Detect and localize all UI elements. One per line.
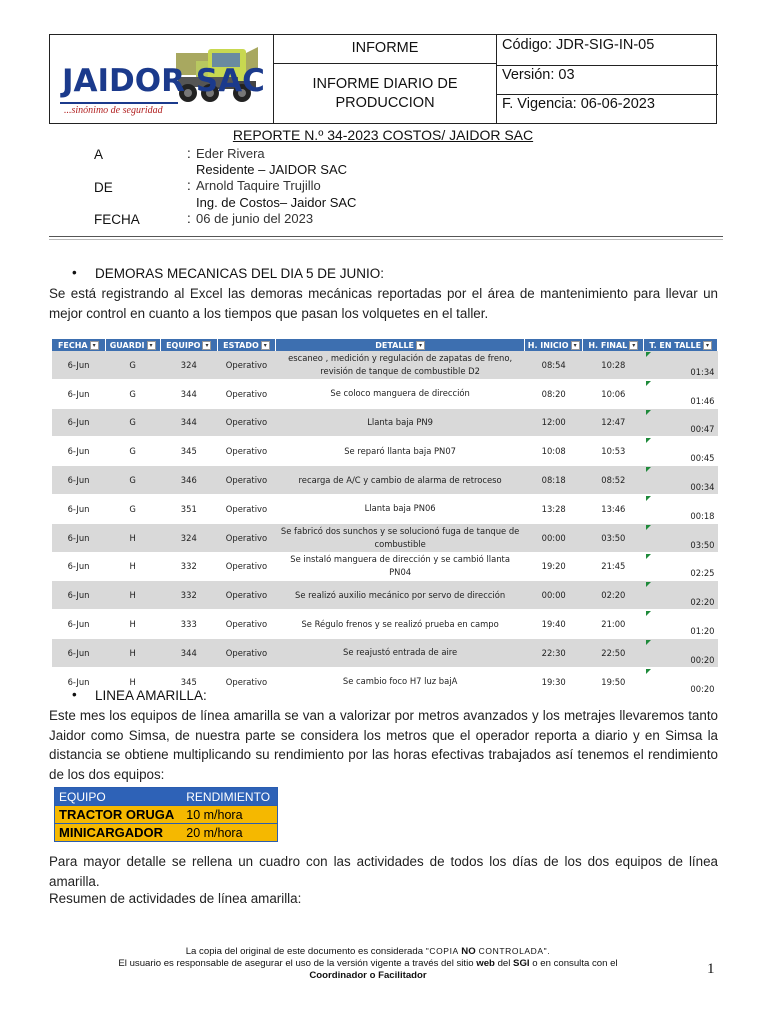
workshop-time-cell: 01:46 [644, 379, 718, 408]
start-time-cell: 08:54 [525, 351, 583, 379]
equipment-cell: 332 [160, 581, 217, 610]
section1-heading: DEMORAS MECANICAS DEL DIA 5 DE JUNIO: [95, 266, 385, 281]
column-header[interactable]: EQUIPO ▾ [160, 339, 217, 351]
start-time-cell: 00:00 [525, 523, 583, 552]
date-label: FECHA [94, 212, 140, 227]
shift-cell: G [105, 379, 160, 408]
equipment-cell: 344 [160, 379, 217, 408]
company-slogan: ...sinónimo de seguridad [64, 105, 163, 116]
end-time-cell: 10:06 [583, 379, 644, 408]
detail-cell: Se Régulo frenos y se realizó prueba en campo [276, 610, 525, 639]
performance-cell: 10 m/hora [182, 806, 277, 824]
performance-table [54, 787, 278, 842]
document-header [49, 34, 717, 124]
table-row [52, 494, 718, 523]
end-time-cell: 03:50 [583, 523, 644, 552]
column-header[interactable]: FECHA ▾ [52, 339, 105, 351]
status-cell: Operativo [217, 581, 275, 610]
shift-cell: G [105, 351, 160, 379]
workshop-time-cell: 01:34 [644, 351, 718, 379]
filter-icon[interactable]: ▾ [261, 341, 270, 350]
detail-cell: Llanta baja PN06 [276, 494, 525, 523]
start-time-cell: 10:08 [525, 437, 583, 466]
date-colon: : [187, 211, 191, 226]
column-header[interactable]: T. EN TALLE ▾ [644, 339, 718, 351]
start-time-cell: 12:00 [525, 408, 583, 437]
bullet-icon: • [72, 265, 77, 280]
separator [49, 239, 723, 240]
table-row [52, 437, 718, 466]
shift-cell: H [105, 667, 160, 696]
end-time-cell: 08:52 [583, 466, 644, 495]
section1-paragraph: Se está registrando al Excel las demoras mecánicas reportadas por el área de mantenimiento para llevar un mejor control en cuanto a los tiempos que pasan los volquetes en el taller. [49, 286, 718, 321]
performance-cell: 20 m/hora [182, 824, 277, 842]
shift-cell: G [105, 437, 160, 466]
equipment-cell: 344 [160, 638, 217, 667]
equipment-cell: 345 [160, 667, 217, 696]
table-header-row [55, 788, 278, 806]
date-value: 06 de junio del 2023 [196, 211, 314, 226]
header-divider [273, 63, 496, 64]
section2-paragraph3: Resumen de actividades de línea amarilla: [49, 891, 302, 906]
shift-cell: G [105, 466, 160, 495]
table-row [55, 824, 278, 842]
status-cell: Operativo [217, 379, 275, 408]
start-time-cell: 19:40 [525, 610, 583, 639]
start-time-cell: 22:30 [525, 638, 583, 667]
end-time-cell: 21:45 [583, 552, 644, 581]
detail-cell: Se coloco manguera de dirección [276, 379, 525, 408]
from-name: Arnold Taquire Trujillo [196, 178, 321, 193]
workshop-time-cell: 02:25 [644, 552, 718, 581]
header-divider [496, 94, 718, 95]
start-time-cell: 08:18 [525, 466, 583, 495]
doc-title: INFORME DIARIO DE PRODUCCION [312, 76, 458, 111]
detail-cell: recarga de A/C y cambio de alarma de retroceso [276, 466, 525, 495]
end-time-cell: 13:46 [583, 494, 644, 523]
date-cell: 6-Jun [52, 494, 105, 523]
delays-table-body [52, 351, 718, 696]
end-time-cell: 22:50 [583, 638, 644, 667]
status-cell: Operativo [217, 494, 275, 523]
doc-version: Versión: 03 [502, 67, 575, 83]
filter-icon[interactable]: ▾ [629, 341, 638, 350]
status-cell: Operativo [217, 610, 275, 639]
end-time-cell: 21:00 [583, 610, 644, 639]
column-header: RENDIMIENTO [182, 788, 277, 806]
equipment-cell: MINICARGADOR [55, 824, 183, 842]
filter-icon[interactable]: ▾ [147, 341, 156, 350]
date-cell: 6-Jun [52, 351, 105, 379]
start-time-cell: 00:00 [525, 581, 583, 610]
to-colon: : [187, 146, 191, 161]
section2-heading: LINEA AMARILLA: [95, 688, 207, 703]
filter-icon[interactable]: ▾ [202, 341, 211, 350]
end-time-cell: 02:20 [583, 581, 644, 610]
detail-cell: Se cambio foco H7 luz bajA [276, 667, 525, 696]
detail-cell: Se instaló manguera de dirección y se cambió llanta PN04 [276, 552, 525, 581]
workshop-time-cell: 00:45 [644, 437, 718, 466]
end-time-cell: 10:28 [583, 351, 644, 379]
status-cell: Operativo [217, 638, 275, 667]
report-title: REPORTE N.º 34-2023 COSTOS/ JAIDOR SAC [232, 127, 534, 143]
from-label: DE [94, 180, 113, 195]
detail-cell: Se reparó llanta baja PN07 [276, 437, 525, 466]
shift-cell: G [105, 494, 160, 523]
equipment-cell: 351 [160, 494, 217, 523]
date-cell: 6-Jun [52, 610, 105, 639]
section2-paragraph2: Para mayor detalle se rellena un cuadro con las actividades de todos los días de los dos equipos de línea amarilla. [49, 854, 718, 889]
equipment-cell: 324 [160, 523, 217, 552]
status-cell: Operativo [217, 437, 275, 466]
workshop-time-cell: 00:20 [644, 667, 718, 696]
start-time-cell: 13:28 [525, 494, 583, 523]
status-cell: Operativo [217, 466, 275, 495]
start-time-cell: 08:20 [525, 379, 583, 408]
column-header: EQUIPO [55, 788, 183, 806]
workshop-time-cell: 01:20 [644, 610, 718, 639]
date-cell: 6-Jun [52, 667, 105, 696]
date-cell: 6-Jun [52, 523, 105, 552]
status-cell: Operativo [217, 408, 275, 437]
doc-code: Código: JDR-SIG-IN-05 [502, 37, 655, 53]
footer-line3: Coordinador o Facilitador [309, 970, 427, 981]
workshop-time-cell: 03:50 [644, 523, 718, 552]
table-row [52, 466, 718, 495]
shift-cell: H [105, 552, 160, 581]
column-header[interactable]: ESTADO ▾ [217, 339, 275, 351]
table-header-row [52, 339, 718, 351]
shift-cell: H [105, 523, 160, 552]
workshop-time-cell: 00:47 [644, 408, 718, 437]
shift-cell: G [105, 408, 160, 437]
status-cell: Operativo [217, 552, 275, 581]
equipment-cell: TRACTOR ORUGA [55, 806, 183, 824]
column-header[interactable]: H. INICIO ▾ [525, 339, 583, 351]
page-number: 1 [707, 961, 715, 977]
doc-validity: F. Vigencia: 06-06-2023 [502, 96, 655, 112]
date-cell: 6-Jun [52, 466, 105, 495]
table-row [52, 351, 718, 379]
end-time-cell: 12:47 [583, 408, 644, 437]
detail-cell: escaneo , medición y regulación de zapatas de freno, revisión de tanque de combustible D2 [276, 351, 525, 379]
equipment-cell: 324 [160, 351, 217, 379]
equipment-cell: 344 [160, 408, 217, 437]
header-divider [496, 65, 718, 66]
workshop-time-cell: 02:20 [644, 581, 718, 610]
bullet-icon: • [72, 687, 77, 702]
workshop-time-cell: 00:34 [644, 466, 718, 495]
workshop-time-cell: 00:18 [644, 494, 718, 523]
shift-cell: H [105, 581, 160, 610]
table-row [52, 638, 718, 667]
column-header[interactable]: GUARDI ▾ [105, 339, 160, 351]
end-time-cell: 10:53 [583, 437, 644, 466]
shift-cell: H [105, 610, 160, 639]
doc-type: INFORME [351, 40, 419, 56]
column-header[interactable]: DETALLE ▾ [276, 339, 525, 351]
company-logo [58, 41, 268, 119]
detail-cell: Se fabricó dos sunchos y se solucionó fuga de tanque de combustible [276, 523, 525, 552]
to-role: Residente – JAIDOR SAC [196, 162, 348, 177]
date-cell: 6-Jun [52, 437, 105, 466]
company-name: JAIDOR SAC [62, 63, 265, 99]
date-cell: 6-Jun [52, 408, 105, 437]
detail-cell: Llanta baja PN9 [276, 408, 525, 437]
filter-icon[interactable]: ▾ [90, 341, 99, 350]
column-header[interactable]: H. FINAL ▾ [583, 339, 644, 351]
status-cell: Operativo [217, 523, 275, 552]
footer-line2: El usuario es responsable de asegurar el uso de la versión vigente a través del sitio web del SGI o en consulta con el [118, 958, 618, 969]
equipment-cell: 346 [160, 466, 217, 495]
table-row [52, 610, 718, 639]
table-row [52, 408, 718, 437]
table-row [52, 552, 718, 581]
date-cell: 6-Jun [52, 379, 105, 408]
table-row [52, 523, 718, 552]
equipment-cell: 345 [160, 437, 217, 466]
date-cell: 6-Jun [52, 552, 105, 581]
date-cell: 6-Jun [52, 581, 105, 610]
start-time-cell: 19:20 [525, 552, 583, 581]
filter-icon[interactable]: ▾ [703, 341, 712, 350]
to-name: Eder Rivera [196, 146, 265, 161]
to-label: A [94, 147, 104, 162]
header-divider [496, 35, 497, 123]
from-colon: : [187, 178, 191, 193]
detail-cell: Se reajustó entrada de aire [276, 638, 525, 667]
status-cell: Operativo [217, 351, 275, 379]
equipment-cell: 332 [160, 552, 217, 581]
equipment-cell: 333 [160, 610, 217, 639]
footer-line1: La copia del original de este documento es considerada "COPIA NO CONTROLADA". [185, 946, 551, 957]
date-cell: 6-Jun [52, 638, 105, 667]
detail-cell: Se realizó auxilio mecánico por servo de dirección [276, 581, 525, 610]
status-cell: Operativo [217, 667, 275, 696]
start-time-cell: 19:30 [525, 667, 583, 696]
table-row [52, 379, 718, 408]
filter-icon[interactable]: ▾ [571, 341, 580, 350]
table-row [52, 581, 718, 610]
table-row [55, 806, 278, 824]
from-role: Ing. de Costos– Jaidor SAC [196, 195, 357, 210]
delays-table [52, 339, 718, 697]
workshop-time-cell: 00:20 [644, 638, 718, 667]
separator [49, 236, 723, 237]
section2-paragraph: Este mes los equipos de línea amarilla se van a valorizar por metros avanzados y los metrajes llevaremos tanto Jaidor como Simsa, de nuestra parte se considera los metros que el operador reporta a diario y en Simsa la distancia se obtiene multiplicando su rendimiento por las horas efectivas trabajados así tenemos el rendimiento de los dos equipos: [49, 708, 718, 782]
end-time-cell: 19:50 [583, 667, 644, 696]
filter-icon[interactable]: ▾ [416, 341, 425, 350]
shift-cell: H [105, 638, 160, 667]
